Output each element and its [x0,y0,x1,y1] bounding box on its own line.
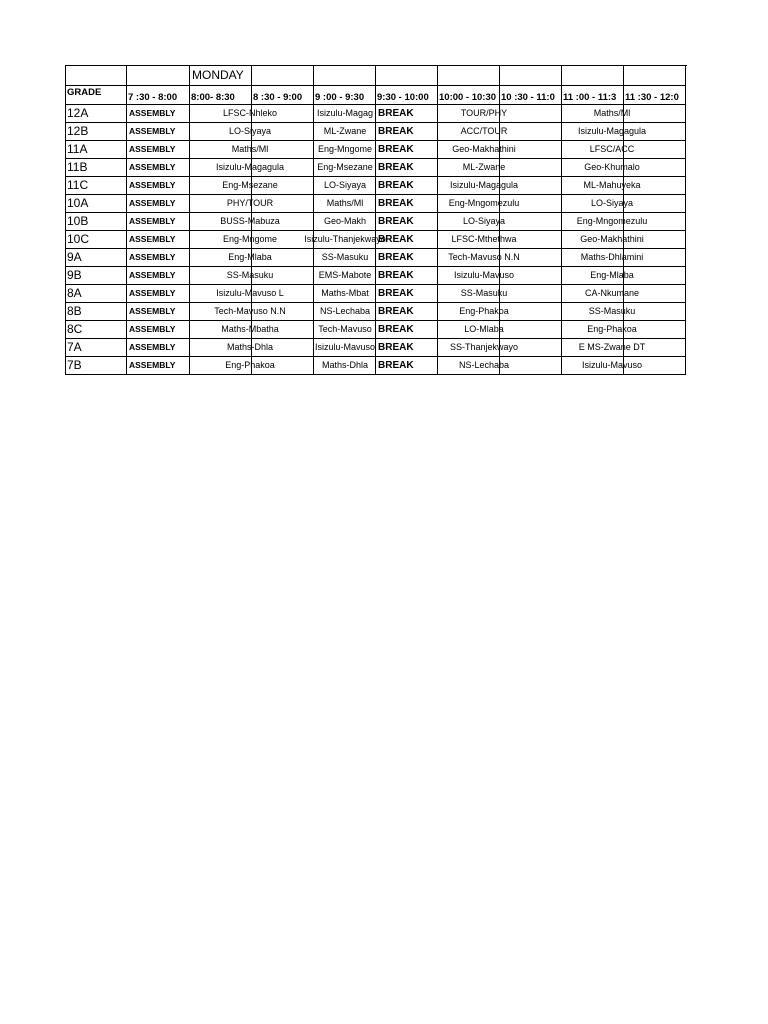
grade-cell: 10B [66,213,127,231]
period-cell [500,267,562,285]
subject-entry: LO-Siyaya [590,198,634,208]
subject-entry: Maths/Ml [593,108,631,118]
period-cell [252,231,314,249]
period-cell [438,339,500,357]
subject-entry: LO-Siyaya [323,180,367,190]
subject-entry: Eng-Mngomezulu [576,216,648,226]
period-cell [190,231,252,249]
break-cell: BREAK [376,195,438,213]
grade-cell: 10C [66,231,127,249]
break-cell: BREAK [376,303,438,321]
period-cell [562,285,624,303]
assembly-cell: ASSEMBLY [127,195,190,213]
subject-entry: ACC/TOUR [460,126,508,136]
subject-entry: Isizulu-Mavuso [314,342,376,352]
period-cell [314,105,376,123]
empty-header-cell [500,66,562,86]
grade-cell: 8A [66,285,127,303]
empty-header-cell [438,66,500,86]
subject-entry: NS-Lechaba [458,360,510,370]
period-cell [624,321,686,339]
grade-column-header: GRADE [66,86,127,105]
period-cell [500,159,562,177]
subject-entry: LO-Siyaya [462,216,506,226]
grade-cell: 10A [66,195,127,213]
grade-cell: 11A [66,141,127,159]
subject-entry: Maths/Ml [326,198,364,208]
period-cell [190,285,252,303]
timetable-grid [65,65,687,375]
period-cell [438,177,500,195]
grade-cell: 7B [66,357,127,375]
period-cell [314,321,376,339]
break-cell: BREAK [376,123,438,141]
period-cell [252,303,314,321]
period-cell [438,285,500,303]
period-cell [500,339,562,357]
subject-entry: SS-Masuku [588,306,636,316]
period-cell [624,249,686,267]
subject-entry: Maths-Dhla [321,360,369,370]
subject-entry: TOUR/PHY [460,108,508,118]
subject-entry: LO-Mlaba [464,324,504,334]
time-slot-header: 11 :00 - 11:3 [562,86,624,105]
period-cell [624,303,686,321]
assembly-cell: ASSEMBLY [127,213,190,231]
period-cell [624,231,686,249]
period-cell [438,267,500,285]
period-cell [252,177,314,195]
period-cell [624,141,686,159]
period-cell [252,123,314,141]
period-cell [562,177,624,195]
time-slot-header: 8 :30 - 9:00 [252,86,314,105]
subject-entry: LFSC/ACC [589,144,635,154]
subject-entry: CA-Nkumane [584,288,640,298]
subject-entry: Isizulu-Thanjekwayo [304,234,386,244]
subject-entry: Maths/Ml [231,144,269,154]
time-slot-header: 9:30 - 10:00 [376,86,438,105]
subject-entry: Geo-Makhathini [452,144,516,154]
period-cell [500,141,562,159]
break-cell: BREAK [376,285,438,303]
period-cell [624,105,686,123]
period-cell [314,339,376,357]
assembly-cell: ASSEMBLY [127,339,190,357]
period-cell [562,195,624,213]
empty-header-cell [252,66,314,86]
period-cell [314,195,376,213]
break-cell: BREAK [376,249,438,267]
subject-entry: PHY/TOUR [226,198,274,208]
subject-entry: Isizulu-Magag [316,108,374,118]
subject-entry: NS-Lechaba [319,306,371,316]
subject-entry: Isizulu-Magagula [577,126,647,136]
assembly-cell: ASSEMBLY [127,141,190,159]
period-cell [500,357,562,375]
period-cell [500,213,562,231]
period-cell [190,339,252,357]
period-cell [500,123,562,141]
grade-cell: 11C [66,177,127,195]
period-cell [562,339,624,357]
subject-entry: LFSC-Nhleko [222,108,278,118]
period-cell [190,159,252,177]
period-cell [624,285,686,303]
period-cell [252,267,314,285]
period-cell [252,105,314,123]
period-cell [314,285,376,303]
period-cell [314,123,376,141]
subject-entry: Eng-Phakoa [225,360,275,370]
period-cell [562,105,624,123]
subject-entry: Eng-Mngome [317,144,373,154]
period-cell [562,249,624,267]
empty-header-cell [314,66,376,86]
grade-cell: 9A [66,249,127,267]
period-cell [500,231,562,249]
period-cell [500,249,562,267]
grade-cell: 7A [66,339,127,357]
period-cell [252,339,314,357]
period-cell [500,303,562,321]
period-cell [500,195,562,213]
period-cell [190,177,252,195]
period-cell [314,141,376,159]
period-cell [252,159,314,177]
period-cell [562,321,624,339]
subject-entry: Maths-Mbat [321,288,369,298]
period-cell [314,213,376,231]
period-cell [190,141,252,159]
period-cell [252,141,314,159]
period-cell [624,339,686,357]
period-cell [624,267,686,285]
subject-entry: Eng-Mlaba [590,270,634,280]
grade-cell: 12B [66,123,127,141]
period-cell [314,303,376,321]
subject-entry: SS-Masuku [460,288,508,298]
subject-entry: Maths-Dhla [226,342,274,352]
grade-cell: 12A [66,105,127,123]
assembly-cell: ASSEMBLY [127,249,190,267]
break-cell: BREAK [376,267,438,285]
period-cell [438,249,500,267]
period-cell [252,213,314,231]
subject-entry: Maths-Mbatha [221,324,279,334]
break-cell: BREAK [376,159,438,177]
period-cell [624,195,686,213]
period-cell [624,123,686,141]
period-cell [314,357,376,375]
assembly-cell: ASSEMBLY [127,177,190,195]
period-cell [190,213,252,231]
empty-header-cell [562,66,624,86]
subject-entry: Isizulu-Magagula [215,162,285,172]
period-cell [314,159,376,177]
time-slot-header: 9 :00 - 9:30 [314,86,376,105]
time-slot-header: 10:00 - 10:30 [438,86,500,105]
period-cell [190,321,252,339]
period-cell [562,159,624,177]
subject-entry: Tech-Mavuso N.N [214,306,286,316]
subject-entry: SS-Masuku [321,252,369,262]
grade-cell: 8B [66,303,127,321]
period-cell [190,357,252,375]
assembly-cell: ASSEMBLY [127,357,190,375]
period-cell [314,177,376,195]
subject-entry: E MS-Zwane DT [578,342,646,352]
assembly-cell: ASSEMBLY [127,321,190,339]
subject-entry: ML-Mahuyeka [583,180,641,190]
assembly-cell: ASSEMBLY [127,231,190,249]
period-cell [500,285,562,303]
period-cell [438,195,500,213]
subject-entry: EMS-Mabote [318,270,372,280]
period-cell [438,303,500,321]
grade-cell: 9B [66,267,127,285]
subject-entry: Eng-Msezane [317,162,373,172]
period-cell [624,357,686,375]
time-slot-header: 11 :30 - 12:0 [624,86,686,105]
period-cell [190,105,252,123]
period-cell [624,213,686,231]
subject-entry: SS-Masuku [226,270,274,280]
break-cell: BREAK [376,141,438,159]
period-cell [562,357,624,375]
subject-entry: SS-Thanjekwayo [449,342,519,352]
period-cell [438,321,500,339]
period-cell [252,249,314,267]
subject-entry: Geo-Makh [323,216,367,226]
assembly-cell: ASSEMBLY [127,105,190,123]
period-cell [624,177,686,195]
period-cell [438,141,500,159]
period-cell [438,357,500,375]
period-cell [562,141,624,159]
period-cell [562,231,624,249]
subject-entry: Maths-Dhlamini [580,252,644,262]
period-cell [562,267,624,285]
break-cell: BREAK [376,231,438,249]
grade-cell: 11B [66,159,127,177]
break-cell: BREAK [376,213,438,231]
period-cell [252,285,314,303]
subject-entry: BUSS-Mabuza [220,216,280,226]
period-cell [190,123,252,141]
subject-entry: Isizulu-Mavuso [453,270,515,280]
period-cell [500,321,562,339]
subject-entry: LFSC-Mthethwa [451,234,517,244]
period-cell [438,105,500,123]
assembly-cell: ASSEMBLY [127,285,190,303]
period-cell [252,195,314,213]
assembly-cell: ASSEMBLY [127,267,190,285]
assembly-cell: ASSEMBLY [127,123,190,141]
period-cell [190,195,252,213]
time-slot-header: 8:00- 8:30 [190,86,252,105]
period-cell [190,249,252,267]
subject-entry: Isizulu-Mavuso L [216,288,284,298]
subject-entry: Tech-Mavuso [318,324,372,334]
period-cell [562,123,624,141]
period-cell [438,159,500,177]
period-cell [500,105,562,123]
subject-entry: Isizulu-Magagula [449,180,519,190]
period-cell [314,267,376,285]
period-cell [438,231,500,249]
subject-entry: Geo-Khumalo [584,162,640,172]
break-cell: BREAK [376,177,438,195]
subject-entry: ML-Zwane [462,162,506,172]
assembly-cell: ASSEMBLY [127,303,190,321]
subject-entry: Eng-Phakoa [587,324,637,334]
period-cell [314,249,376,267]
corner-cell [66,66,127,86]
grade-cell: 8C [66,321,127,339]
period-cell [314,231,376,249]
subject-entry: Geo-Makhathini [580,234,644,244]
break-cell: BREAK [376,339,438,357]
empty-header-cell [127,66,190,86]
break-cell: BREAK [376,105,438,123]
period-cell [252,321,314,339]
subject-entry: Isizulu-Mavuso [581,360,643,370]
break-cell: BREAK [376,357,438,375]
subject-entry: Eng-Mngome [222,234,278,244]
period-cell [562,213,624,231]
time-slot-header: 10 :30 - 11:0 [500,86,562,105]
subject-entry: Eng-Mlaba [228,252,272,262]
period-cell [190,267,252,285]
time-slot-header: 7 :30 - 8:00 [127,86,190,105]
empty-header-cell [376,66,438,86]
period-cell [252,357,314,375]
subject-entry: Eng-Mngomezulu [448,198,520,208]
assembly-cell: ASSEMBLY [127,159,190,177]
subject-entry: Eng-Msezane [222,180,278,190]
period-cell [438,123,500,141]
period-cell [190,303,252,321]
period-cell [562,303,624,321]
period-cell [500,177,562,195]
period-cell [624,159,686,177]
period-cell [438,213,500,231]
subject-entry: ML-Zwane [323,126,367,136]
empty-header-cell [624,66,686,86]
subject-entry: Eng-Phakoa [459,306,509,316]
break-cell: BREAK [376,321,438,339]
subject-entry: Tech-Mavuso N.N [448,252,520,262]
subject-entry: LO-Siyaya [228,126,272,136]
day-header: MONDAY [190,66,252,86]
